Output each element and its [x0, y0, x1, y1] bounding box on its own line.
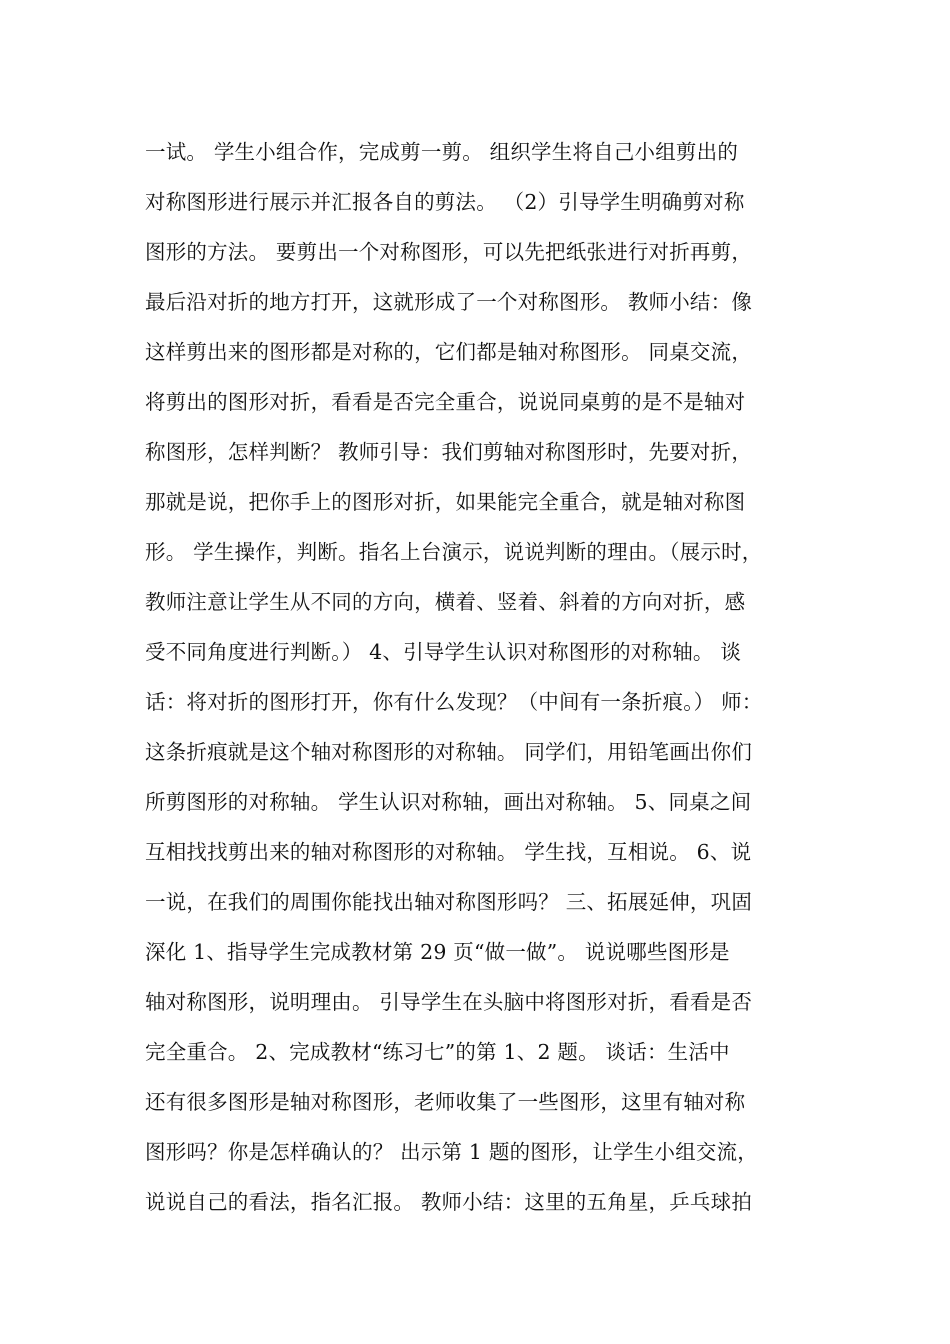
body-text — [145, 132, 825, 1232]
text-line: 将剪出的图形对折，看看是否完全重合，说说同桌剪的是不是轴对 — [145, 390, 746, 414]
text-line: 轴对称图形，说明理由。 引导学生在头脑中将图形对折，看看是否 — [145, 990, 753, 1014]
text-line: 还有很多图形是轴对称图形，老师收集了一些图形，这里有轴对称 — [145, 1090, 746, 1114]
text-line: 一说，在我们的周围你能找出轴对称图形吗？ 三、拓展延伸，巩固 — [145, 890, 753, 914]
text-line: 称图形，怎样判断？ 教师引导：我们剪轴对称图形时，先要对折， — [145, 440, 753, 464]
text-line: 受不同角度进行判断。） 4、引导学生认识对称图形的对称轴。 谈 — [145, 640, 742, 664]
text-line: 对称图形进行展示并汇报各自的剪法。 （2）引导学生明确剪对称 — [145, 190, 745, 214]
text-line: 形。 学生操作，判断。指名上台演示，说说判断的理由。（展示时， — [145, 540, 763, 564]
text-line: 教师注意让学生从不同的方向，横着、竖着、斜着的方向对折，感 — [145, 590, 746, 614]
text-line: 完全重合。 2、完成教材“练习七”的第 1、2 题。 谈话：生活中 — [145, 1040, 730, 1064]
text-line: 这样剪出来的图形都是对称的，它们都是轴对称图形。 同桌交流， — [145, 340, 753, 364]
text-line: 互相找找剪出来的轴对称图形的对称轴。 学生找，互相说。 6、说 — [145, 840, 752, 864]
text-line: 图形吗？你是怎样确认的？ 出示第 1 题的图形，让学生小组交流， — [145, 1140, 758, 1164]
text-line: 最后沿对折的地方打开，这就形成了一个对称图形。 教师小结：像 — [145, 290, 753, 314]
text-line: 深化 1、指导学生完成教材第 29 页“做一做”。 说说哪些图形是 — [145, 940, 730, 964]
text-line: 那就是说，把你手上的图形对折，如果能完全重合，就是轴对称图 — [145, 490, 746, 514]
text-line: 这条折痕就是这个轴对称图形的对称轴。 同学们，用铅笔画出你们 — [145, 740, 753, 764]
text-line: 话：将对折的图形打开，你有什么发现？（中间有一条折痕。） 师： — [145, 690, 763, 714]
text-line: 所剪图形的对称轴。 学生认识对称轴，画出对称轴。 5、同桌之间 — [145, 790, 752, 814]
text-line: 一试。 学生小组合作，完成剪一剪。 组织学生将自己小组剪出的 — [145, 140, 739, 164]
text-line: 图形的方法。 要剪出一个对称图形，可以先把纸张进行对折再剪， — [145, 240, 753, 264]
text-line: 说说自己的看法，指名汇报。 教师小结：这里的五角星，乒乓球拍 — [145, 1190, 753, 1214]
